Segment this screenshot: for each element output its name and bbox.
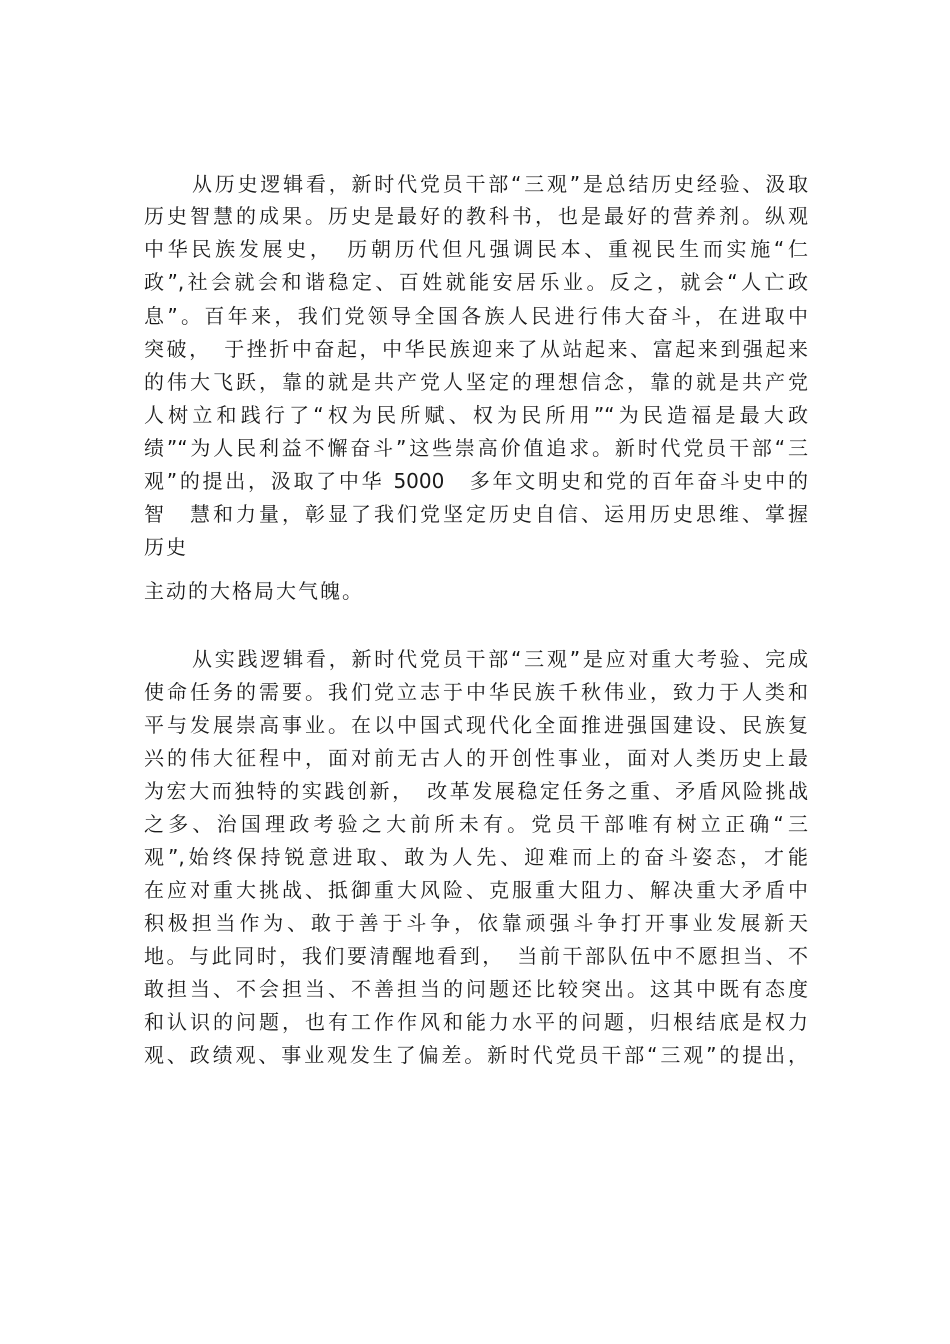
text-line: 敢担当、不会担当、不善担当的问题还比较突出。这其中既有态度 xyxy=(144,977,808,1001)
text-line: 从历史逻辑看，新时代党员干部“三观”是总结历史经验、汲取 xyxy=(192,172,808,196)
text-line: 人树立和践行了“权为民所赋、权为民所用”“为民造福是最大政 xyxy=(144,403,808,427)
text-line: 观、政绩观、事业观发生了偏差。新时代党员干部“三观”的提出， xyxy=(144,1043,808,1067)
text-line: 兴的伟大征程中，面对前无古人的开创性事业，面对人类历史上最 xyxy=(144,746,808,770)
text-line: 之多、治国理政考验之大前所未有。党员干部唯有树立正确“三 xyxy=(144,812,808,836)
text-line: 地。与此同时，我们要清醒地看到， 当前干部队伍中不愿担当、不 xyxy=(144,944,808,968)
text-line: 观”,始终保持锐意进取、敢为人先、迎难而上的奋斗姿态，才能 xyxy=(144,845,808,869)
text-line: 息”。百年来，我们党领导全国各族人民进行伟大奋斗，在进取中 xyxy=(144,304,808,328)
text-line: 智 慧和力量，彰显了我们党坚定历史自信、运用历史思维、掌握 xyxy=(144,502,808,526)
text-line: 为宏大而独特的实践创新， 改革发展稳定任务之重、矛盾风险挑战 xyxy=(144,779,808,803)
text-line: 历史智慧的成果。历史是最好的教科书，也是最好的营养剂。纵观 xyxy=(144,204,808,228)
text-line: 在应对重大挑战、抵御重大风险、克服重大阻力、解决重大矛盾中 xyxy=(144,878,808,902)
text-line: 观”的提出，汲取了中华 5000 多年文明史和党的百年奋斗史中的 xyxy=(144,469,808,493)
text-line: 历史 xyxy=(144,535,188,559)
text-line: 的伟大飞跃，靠的就是共产党人坚定的理想信念，靠的就是共产党 xyxy=(144,370,808,394)
text-line: 和认识的问题，也有工作作风和能力水平的问题，归根结底是权力 xyxy=(144,1010,808,1034)
text-line: 绩”“为人民利益不懈奋斗”这些崇高价值追求。新时代党员干部“三 xyxy=(144,436,808,460)
text-line: 使命任务的需要。我们党立志于中华民族千秋伟业，致力于人类和 xyxy=(144,680,808,704)
text-line: 中华民族发展史， 历朝历代但凡强调民本、重视民生而实施“仁 xyxy=(144,237,808,261)
text-line: 平与发展崇高事业。在以中国式现代化全面推进强国建设、民族复 xyxy=(144,713,808,737)
text-line: 突破， 于挫折中奋起，中华民族迎来了从站起来、富起来到强起来 xyxy=(144,337,808,361)
text-line: 政”,社会就会和谐稳定、百姓就能安居乐业。反之，就会“人亡政 xyxy=(144,270,808,294)
text-line: 积极担当作为、敢于善于斗争，依靠顽强斗争打开事业发展新天 xyxy=(144,911,808,935)
text-line: 从实践逻辑看，新时代党员干部“三观”是应对重大考验、完成 xyxy=(192,647,808,671)
text-line: 主动的大格局大气魄。 xyxy=(144,579,364,603)
